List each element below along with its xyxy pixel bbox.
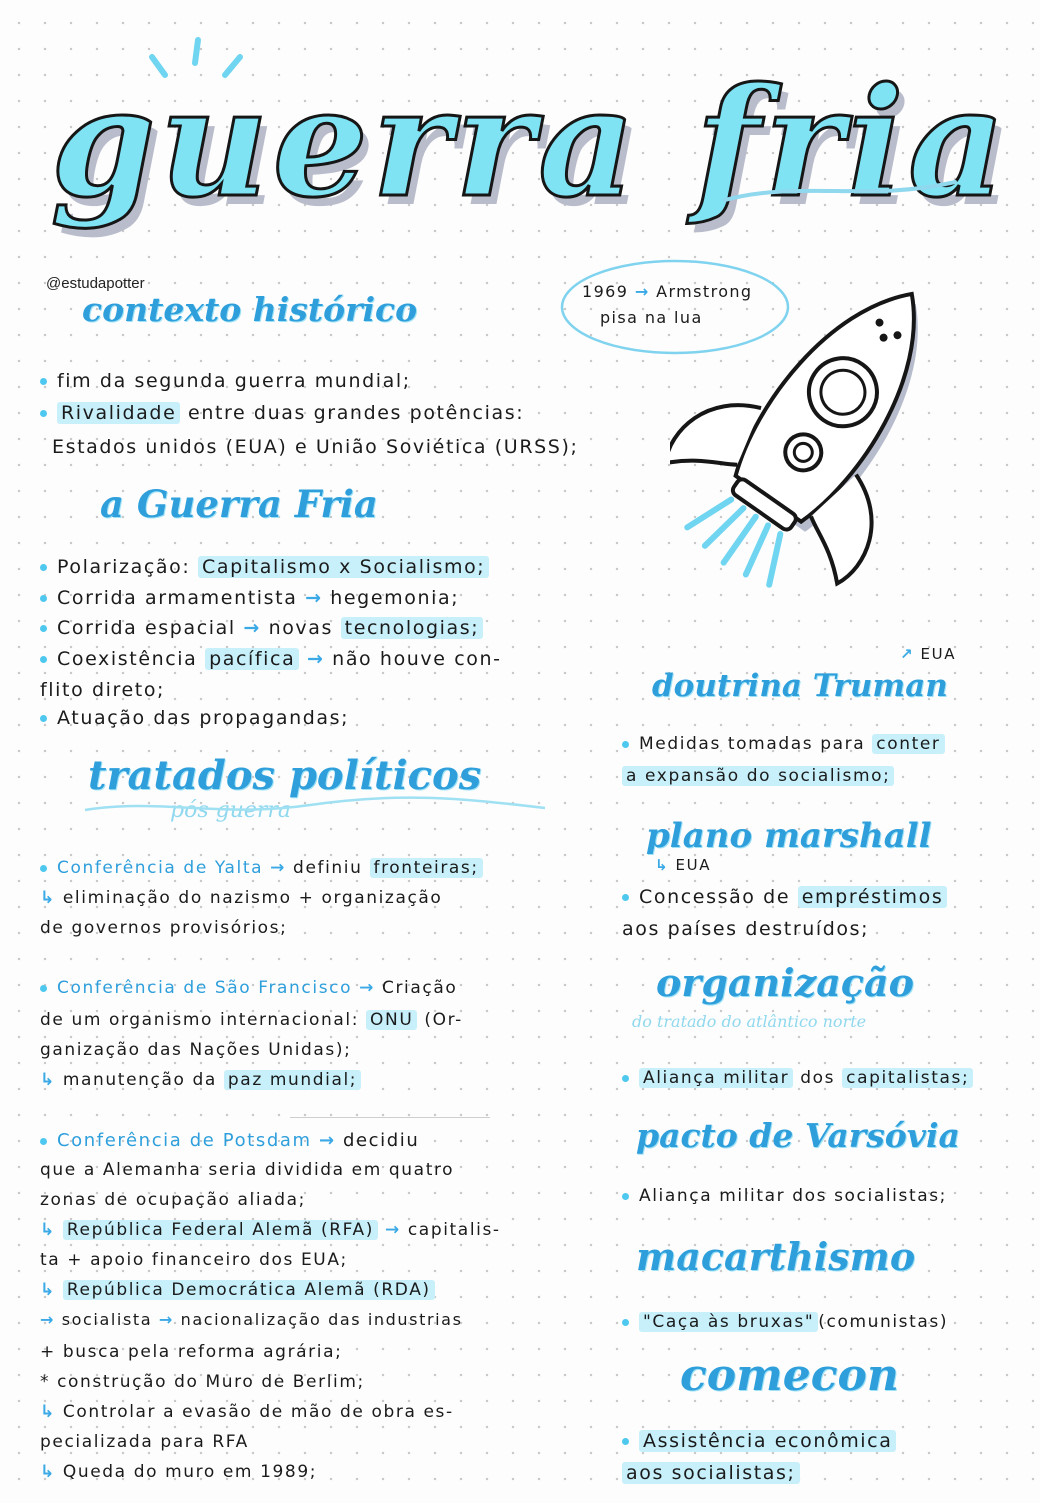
highlight: tecnologias; — [341, 617, 484, 639]
highlight: Capitalismo x Socialismo; — [198, 556, 489, 578]
highlight: fronteiras; — [370, 858, 483, 878]
text: Corrida espacial — [57, 617, 236, 639]
bullet-icon — [40, 656, 47, 663]
arrow-right-icon: → — [359, 978, 375, 998]
text: Coexistência — [57, 648, 198, 670]
highlight: aos socialistas; — [622, 1462, 800, 1484]
arrow-right-icon: → — [305, 587, 323, 609]
otan-line-1 — [622, 1068, 973, 1088]
potsdam-line-7 — [40, 1310, 463, 1329]
title-underline — [720, 170, 960, 210]
yalta-line-1 — [40, 858, 483, 878]
bullet-icon — [40, 985, 47, 992]
gf-line-3 — [40, 617, 483, 639]
text: EUA — [675, 856, 712, 874]
potsdam-line-12 — [40, 1462, 317, 1482]
heading-comecon: comecon — [680, 1350, 899, 1401]
text: Concessão de — [639, 886, 791, 908]
cloud-year: 1969 — [582, 282, 629, 301]
sf-line-4 — [40, 1070, 361, 1090]
highlight: ONU — [366, 1010, 417, 1030]
bullet-icon — [40, 1138, 47, 1145]
heading-macarthismo: macarthismo — [636, 1234, 916, 1279]
text: de um organismo internacional: — [40, 1010, 360, 1030]
truman-line-1 — [622, 734, 945, 754]
heading-guerra-fria: a Guerra Fria — [100, 482, 378, 526]
bullet-icon — [622, 741, 629, 748]
heading-varsovia: pacto de Varsóvia — [636, 1116, 960, 1155]
gf-line-6 — [40, 707, 349, 729]
text: (Or- — [424, 1010, 463, 1030]
gf-line-1 — [40, 556, 489, 578]
potsdam-line-3: zonas de ocupação aliada; — [40, 1190, 306, 1210]
highlight: Rivalidade — [57, 402, 180, 424]
highlight: Assistência econômica — [639, 1430, 896, 1452]
bullet-icon — [40, 625, 47, 632]
highlight: conter — [872, 734, 944, 754]
bullet-icon — [40, 865, 47, 872]
bullet-icon — [40, 595, 47, 602]
yalta-line-2 — [40, 888, 442, 908]
text: fim da segunda guerra mundial; — [57, 370, 411, 392]
truman-note — [900, 645, 956, 663]
text: socialista — [61, 1310, 153, 1329]
varsovia-line-1 — [622, 1186, 947, 1206]
text: eliminação do nazismo + organização — [62, 888, 443, 908]
comecon-line-1 — [622, 1430, 896, 1452]
cloud-name: Armstrong — [656, 282, 753, 301]
highlight: Aliança militar — [639, 1068, 793, 1088]
wave-underline — [80, 790, 550, 820]
bullet-icon — [622, 1193, 629, 1200]
highlight: República Democrática Alemã (RDA) — [63, 1280, 435, 1300]
text: dos — [800, 1068, 836, 1088]
sf-line-1 — [40, 978, 457, 998]
text: manutenção da — [62, 1070, 217, 1090]
author-handle: @estudapotter — [46, 275, 145, 292]
text: Polarização: — [57, 556, 191, 578]
text: Conferência de São Francisco — [57, 978, 353, 998]
gf-line-5: flito direto; — [40, 679, 166, 701]
bullet-icon — [40, 410, 47, 417]
yalta-line-3: de governos provisórios; — [40, 918, 288, 938]
bullet-icon — [40, 564, 47, 571]
highlight: paz mundial; — [224, 1070, 361, 1090]
arrow-right-icon: → — [158, 1310, 174, 1329]
text: Controlar a evasão de mão de obra es- — [62, 1402, 454, 1422]
potsdam-line-2: que a Alemanha seria dividida em quatro — [40, 1160, 455, 1180]
text: Conferência de Yalta — [57, 858, 264, 878]
text: não houve con- — [332, 648, 502, 670]
text: Atuação das propagandas; — [57, 707, 350, 729]
arrow-right-icon: → — [40, 1310, 56, 1329]
contexto-line-2 — [40, 402, 524, 424]
subheading-pos-guerra: pós guerra — [170, 798, 292, 823]
sf-line-2 — [40, 1010, 463, 1030]
bullet-icon — [622, 894, 629, 901]
page-title: guerra fria — [50, 55, 1010, 231]
text: capitalis- — [407, 1220, 501, 1240]
heading-truman: doutrina Truman — [652, 668, 948, 704]
divider — [290, 1117, 490, 1118]
arrow-return-icon: ↳ — [40, 888, 56, 908]
potsdam-line-9: * construção do Muro de Berlim; — [40, 1372, 365, 1392]
potsdam-line-1 — [40, 1130, 419, 1151]
highlight: a expansão do socialismo; — [622, 766, 894, 786]
highlight: República Federal Alemã (RFA) — [63, 1220, 378, 1240]
gf-line-4 — [40, 648, 502, 670]
text: EUA — [920, 645, 957, 663]
bullet-icon — [622, 1319, 629, 1326]
text: definiu — [293, 858, 363, 878]
text: hegemonia; — [330, 587, 460, 609]
arrow-return-icon: ↳ — [40, 1462, 56, 1482]
truman-line-2 — [622, 766, 894, 786]
arrow-right-icon: → — [634, 282, 650, 301]
comecon-line-2 — [622, 1462, 800, 1484]
text: Medidas tomadas para — [639, 734, 866, 754]
potsdam-line-5: ta + apoio financeiro dos EUA; — [40, 1250, 348, 1270]
bullet-icon — [40, 378, 47, 385]
text: (comunistas) — [818, 1312, 949, 1332]
highlight: empréstimos — [798, 886, 948, 908]
heading-tratados: tratados políticos — [88, 752, 482, 799]
potsdam-line-11: pecializada para RFA — [40, 1432, 249, 1452]
arrow-return-icon: ↳ — [40, 1070, 56, 1090]
marshall-line-2: aos países destruídos; — [622, 918, 870, 940]
cloud-line-2: pisa na lua — [600, 308, 703, 327]
text: entre duas grandes potências: — [188, 402, 525, 424]
arrow-right-icon: → — [270, 858, 287, 878]
arrow-right-icon: → — [243, 617, 261, 639]
arrow-return-icon: ↳ — [40, 1402, 56, 1422]
arrow-return-icon: ↳ — [40, 1280, 56, 1300]
contexto-line-3: Estados unidos (EUA) e União Soviética (URSS); — [52, 436, 579, 458]
highlight: pacífica — [205, 648, 299, 670]
marshall-line-1 — [622, 886, 947, 908]
contexto-line-1 — [40, 370, 411, 392]
text: novas — [268, 617, 334, 639]
potsdam-line-10 — [40, 1402, 454, 1422]
potsdam-line-6 — [40, 1280, 435, 1300]
text: Aliança militar dos socialistas; — [639, 1186, 948, 1206]
text: Criação — [381, 978, 458, 998]
highlight: "Caça às bruxas" — [639, 1312, 818, 1332]
rocket-icon — [670, 255, 970, 595]
arrow-right-icon: → — [307, 648, 325, 670]
subheading-otan: do tratado do atlântico norte — [632, 1012, 867, 1031]
text: Conferência de Potsdam — [57, 1130, 312, 1151]
marshall-note — [655, 856, 711, 874]
sf-line-3: ganização das Nações Unidas); — [40, 1040, 352, 1060]
heading-contexto: contexto histórico — [82, 290, 418, 329]
potsdam-line-8: + busca pela reforma agrária; — [40, 1342, 343, 1362]
gf-line-2 — [40, 587, 459, 609]
bullet-icon — [622, 1075, 629, 1082]
arrow-return-icon: ↳ — [655, 856, 670, 874]
text: Queda do muro em 1989; — [62, 1462, 318, 1482]
arrow-right-icon: → — [384, 1220, 401, 1240]
bullet-icon — [40, 715, 47, 722]
heading-marshall: plano marshall — [646, 816, 932, 856]
arrow-return-icon: ↳ — [40, 1220, 56, 1240]
arrow-right-icon: → — [318, 1130, 336, 1151]
text: decidiu — [342, 1130, 420, 1151]
arrow-up-right-icon: ↗ — [900, 645, 915, 663]
bullet-icon — [622, 1438, 629, 1445]
text: Corrida armamentista — [57, 587, 298, 609]
highlight: capitalistas; — [842, 1068, 973, 1088]
potsdam-line-4 — [40, 1220, 501, 1240]
heading-otan: organização — [656, 960, 914, 1005]
text: nacionalização das industrias — [180, 1310, 463, 1329]
macarthismo-line-1 — [622, 1312, 948, 1332]
